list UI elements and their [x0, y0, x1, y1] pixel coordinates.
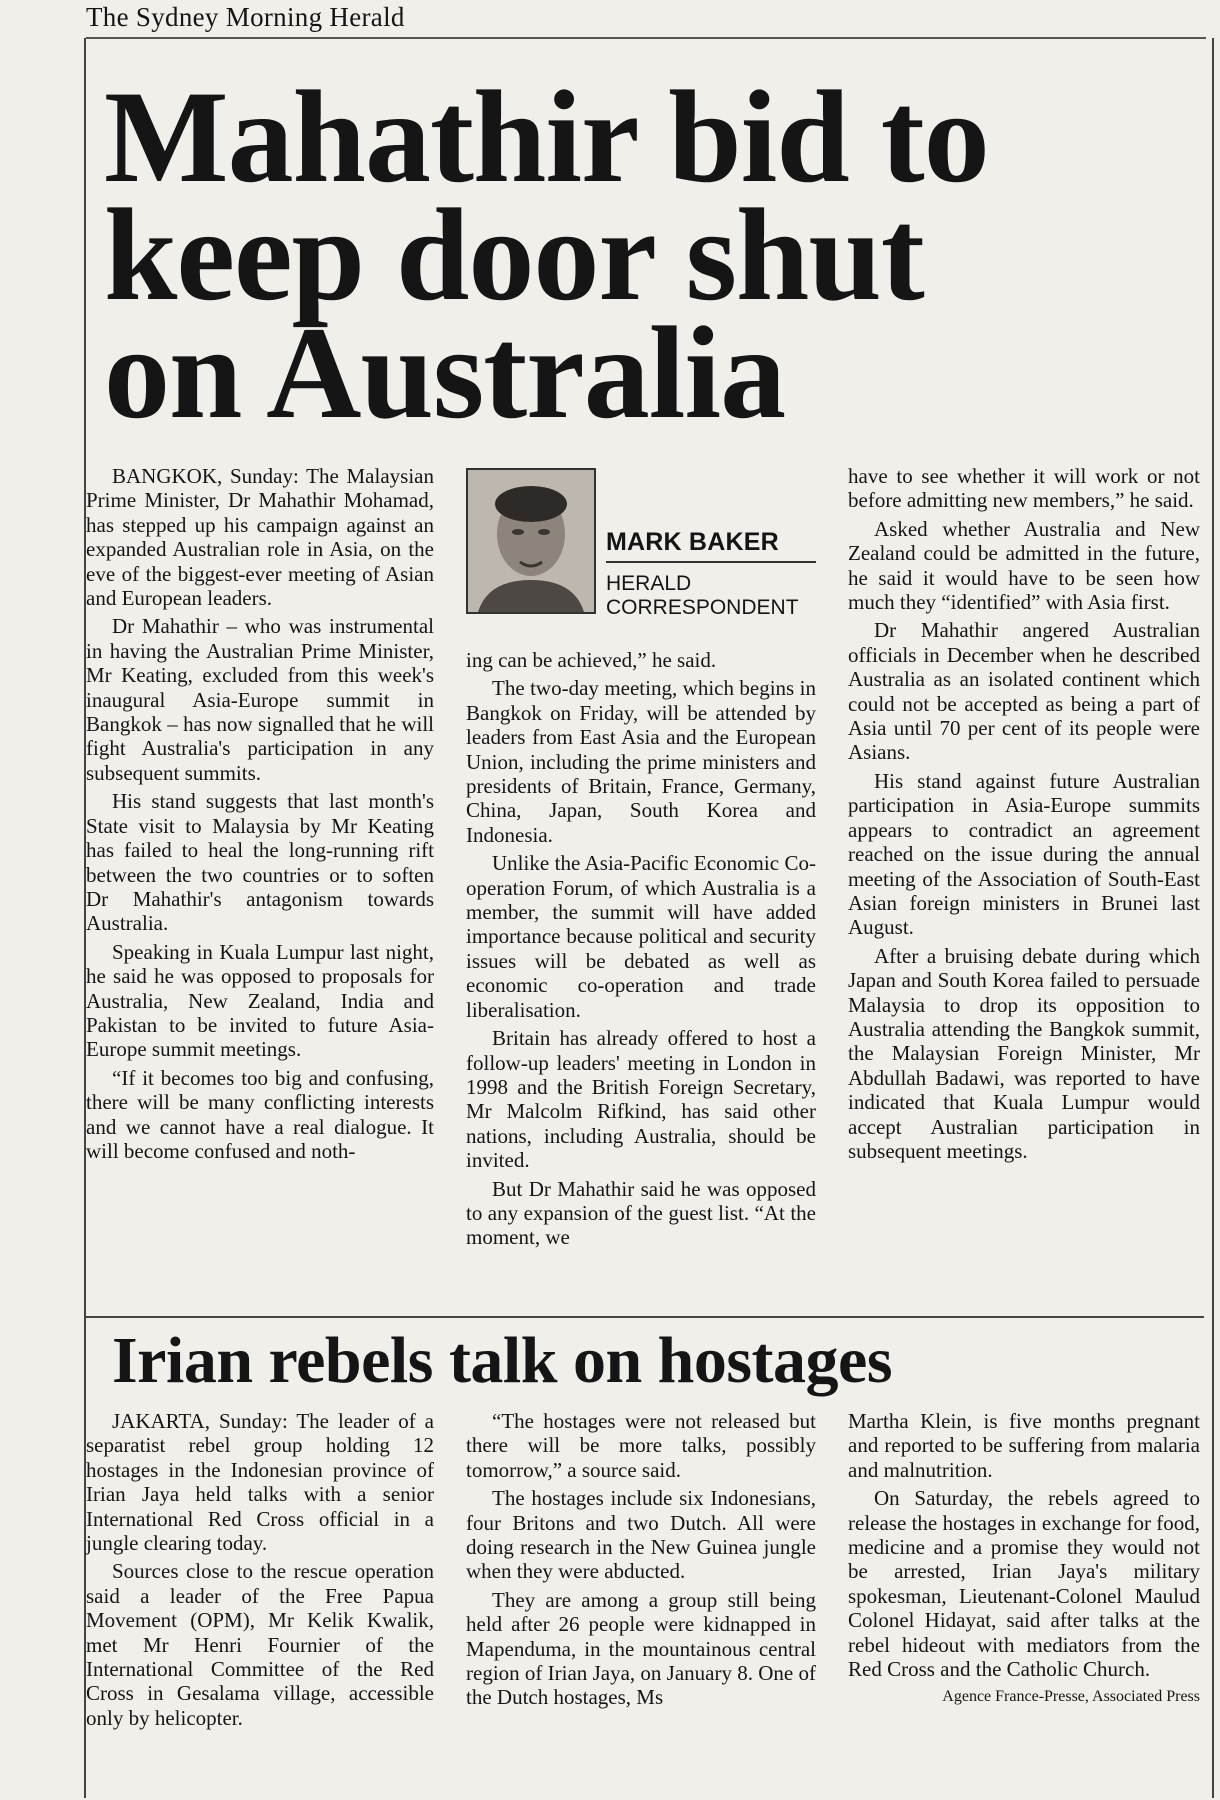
paragraph: “If it becomes too big and confusing, there will be many conflicting interests and we cannot have a real dialogue. It will become confused and noth- [86, 1065, 434, 1163]
paragraph: On Saturday, the rebels agreed to release the hostages in exchange for food, medicine and a promise they would not be arrested, Irian Jaya's military spokesman, Lieutenant-Colonel Maulud Colonel Hidayat, said after talks at the rebel hideout with mediators from the Red Cross and the Catholic Church. [848, 1486, 1200, 1682]
paragraph: Asked whether Australia and New Zealand could be admitted in the future, he said it would have to be seen how much they “identified” with Asia first. [848, 516, 1200, 615]
paragraph: They are among a group still being held after 26 people were kidnapped in Mapenduma, in the mountainous central region of Irian Jaya, on January 8. One of the Dutch hostages, Ms [466, 1587, 816, 1710]
right-border-rule [1212, 38, 1214, 1798]
story1-column-1 [86, 464, 434, 1167]
headline-line-1: Mahathir bid to [104, 63, 989, 210]
byline-name: MARK BAKER [606, 528, 816, 563]
paragraph: But Dr Mahathir said he was opposed to any expansion of the guest list. “At the moment, we [466, 1176, 816, 1250]
wire-credit: Agence France-Presse, Associated Press [942, 1688, 1200, 1706]
masthead: The Sydney Morning Herald [86, 2, 1206, 39]
byline-box [466, 468, 816, 619]
author-portrait-icon [466, 468, 596, 614]
paragraph: Britain has already offered to host a follow-up leaders' meeting in London in 1998 and the British Foreign Secretary, Mr Malcolm Rifkind, has said other nations, including Australia, should be invited. [466, 1026, 816, 1173]
paragraph: Unlike the Asia-Pacific Economic Co-operation Forum, of which Australia is a member, the summit will have added importance because political and security issues will be debated as well as economic co-operation and trade liberalisation. [466, 851, 816, 1022]
byline-title-line-1: HERALD [606, 572, 692, 595]
paragraph: The two-day meeting, which begins in Bangkok on Friday, will be attended by leaders from East Asia and the European Union, including the prime ministers and presidents of Britain, France, Germany, China, Japan, South Korea and Indonesia. [466, 676, 816, 847]
paragraph: His stand suggests that last month's State visit to Malaysia by Mr Keating has failed to heal the long-running rift between the two countries or to soften Dr Mahathir's antagonism towards Australia. [86, 789, 434, 936]
paragraph: His stand against future Australian participation in Asia-Europe summits appears to contradict an agreement reached on the issue during the annual meeting of the Association of South-East Asian foreign ministers in Brunei last August. [848, 768, 1200, 940]
byline-title [606, 572, 816, 620]
paragraph: Dr Mahathir – who was instrumental in having the Australian Prime Minister, Mr Keating, excluded from this week's inaugural Asia-Europe summit in Bangkok – has now signalled that he will fight Australia's participation in any subsequent summits. [86, 614, 434, 785]
paragraph: “The hostages were not released but there will be more talks, possibly tomorrow,” a source said. [466, 1409, 816, 1482]
paragraph: Dr Mahathir angered Australian officials in December when he described Australia as an isolated continent which could not be accepted as being a part of Asia until 70 per cent of its people were Asians. [848, 618, 1200, 765]
paragraph: Sources close to the rescue operation said a leader of the Free Papua Movement (OPM), Mr Kelik Kwalik, met Mr Henri Fournier of the International Committee of the Red Cross in Gesalama village, accessible only by helicopter. [86, 1559, 434, 1730]
paragraph: JAKARTA, Sunday: The leader of a separatist rebel group holding 12 hostages in the Indonesian province of Irian Jaya held talks with a senior International Red Cross official in a jungle clearing today. [86, 1409, 434, 1556]
paragraph: Martha Klein, is five months pregnant and reported to be suffering from malaria and malnutrition. [848, 1409, 1200, 1482]
headline-line-3: on Australia [104, 299, 786, 446]
story1-column-3 [848, 464, 1200, 1167]
main-headline [104, 63, 1204, 446]
paragraph: ing can be achieved,” he said. [466, 648, 717, 672]
paragraph: Speaking in Kuala Lumpur last night, he said he was opposed to proposals for Australia, New Zealand, India and Pakistan to be invited to future Asia-Europe summit meetings. [86, 939, 434, 1062]
headline-line-2: keep door shut [104, 181, 924, 328]
paragraph: BANGKOK, Sunday: The Malaysian Prime Minister, Dr Mahathir Mohamad, has stepped up his campaign against an expanded Australian role in Asia, on the eve of the biggest-ever meeting of Asian and European leaders. [86, 464, 434, 611]
story1-column-2 [466, 648, 816, 1254]
story-divider [84, 1316, 1204, 1318]
story2-column-1 [86, 1409, 434, 1734]
story2-column-3 [848, 1409, 1200, 1714]
paragraph: The hostages include six Indonesians, four Britons and two Dutch. All were doing research in the New Guinea jungle when they were abducted. [466, 1486, 816, 1584]
story2-column-2 [466, 1409, 816, 1714]
paragraph: After a bruising debate during which Japan and South Korea failed to persuade Malaysia to drop its opposition to Australia attending the Bangkok summit, the Malaysian Foreign Minister, Mr Abdullah Badawi, was reported to have indicated that Kuala Lumpur would accept Australian participation in subsequent meetings. [848, 943, 1200, 1163]
second-headline: Irian rebels talk on hostages [112, 1324, 893, 1397]
byline-title-line-2: CORRESPONDENT [606, 596, 799, 619]
paragraph: have to see whether it will work or not before admitting new members,” he said. [848, 464, 1200, 513]
